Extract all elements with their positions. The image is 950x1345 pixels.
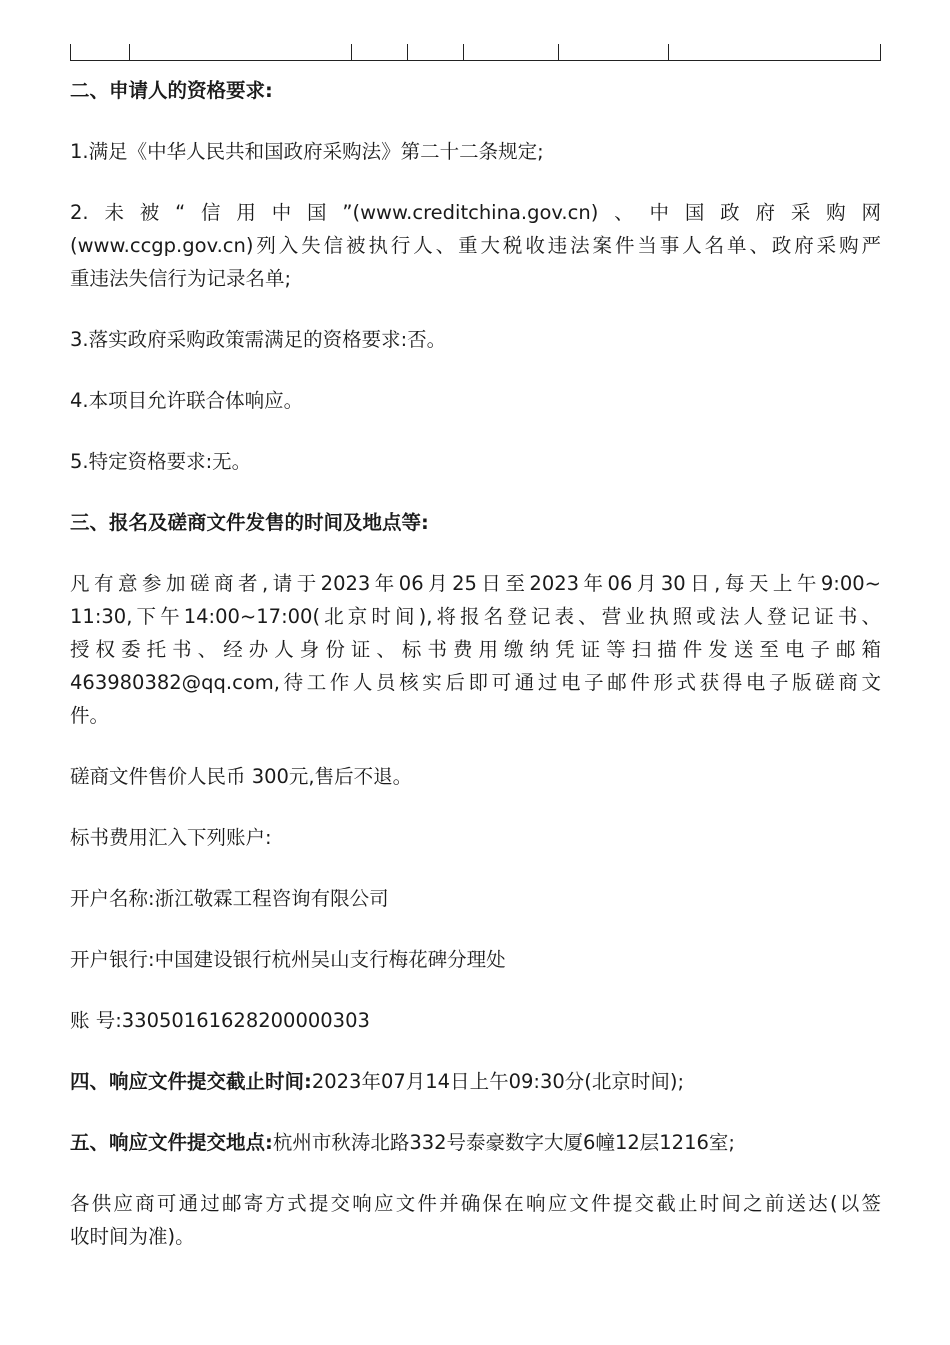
requirement-5: 5.特定资格要求:无。: [70, 450, 252, 473]
table-fragment: [70, 44, 881, 61]
requirement-2-line-2: (www.ccgp.gov.cn)列入失信被执行人、重大税收违法案件当事人名单、政府采购严: [70, 234, 881, 257]
submission-note-line-1: 各供应商可通过邮寄方式提交响应文件并确保在响应文件提交截止时间之前送达(以签: [70, 1192, 881, 1215]
table-cell-divider: [407, 44, 408, 60]
registration-line-4: 463980382@qq.com,待工作人员核实后即可通过电子邮件形式获得电子版磋商文: [70, 671, 881, 694]
section4-heading: 四、响应文件提交截止时间:: [70, 1070, 312, 1093]
requirement-4: 4.本项目允许联合体响应。: [70, 389, 304, 412]
registration-line-2: 11:30,下午14:00~17:00(北京时间),将报名登记表、营业执照或法人登记证书、: [70, 605, 881, 628]
table-cell-divider: [129, 44, 130, 60]
table-cell-divider: [351, 44, 352, 60]
table-cell-divider: [668, 44, 669, 60]
submission-deadline-value: 2023年07月14日上午09:30分(北京时间);: [311, 1070, 685, 1093]
requirement-1: 1.满足《中华人民共和国政府采购法》第二十二条规定;: [70, 140, 544, 163]
registration-paragraph: [70, 567, 881, 732]
table-cell-divider: [463, 44, 464, 60]
table-cell-divider: [880, 44, 881, 60]
submission-note-line-2: 收时间为准)。: [70, 1225, 195, 1248]
submission-location: [70, 1126, 881, 1159]
submission-note: [70, 1187, 881, 1253]
submission-location-value: 杭州市秋涛北路332号泰豪数字大厦6幢12层1216室;: [272, 1131, 735, 1154]
submission-deadline: [70, 1065, 881, 1098]
section3-heading: 三、报名及磋商文件发售的时间及地点等:: [70, 511, 429, 534]
registration-line-5: 件。: [70, 704, 110, 727]
account-number: 账 号:33050161628200000303: [70, 1009, 370, 1032]
requirement-2-line-1: 2.未被“信用中国”(www.creditchina.gov.cn)、中国政府采购网: [70, 201, 881, 224]
registration-line-1: 凡有意参加磋商者,请于2023年06月25日至2023年06月30日,每天上午9:00~: [70, 572, 881, 595]
account-name: 开户名称:浙江敬霖工程咨询有限公司: [70, 887, 389, 910]
requirement-2: [70, 196, 881, 295]
table-cell-divider: [558, 44, 559, 60]
table-cell-divider: [70, 44, 71, 60]
section2-heading: 二、申请人的资格要求:: [70, 79, 273, 102]
registration-line-3: 授权委托书、经办人身份证、标书费用缴纳凭证等扫描件发送至电子邮箱: [70, 638, 881, 661]
requirement-2-line-3: 重违法失信行为记录名单;: [70, 267, 292, 290]
account-intro: 标书费用汇入下列账户:: [70, 826, 272, 849]
section5-heading: 五、响应文件提交地点:: [70, 1131, 273, 1154]
document-price: 磋商文件售价人民币 300元,售后不退。: [70, 765, 413, 788]
account-bank: 开户银行:中国建设银行杭州吴山支行梅花碑分理处: [70, 948, 506, 971]
requirement-3: 3.落实政府采购政策需满足的资格要求:否。: [70, 328, 447, 351]
